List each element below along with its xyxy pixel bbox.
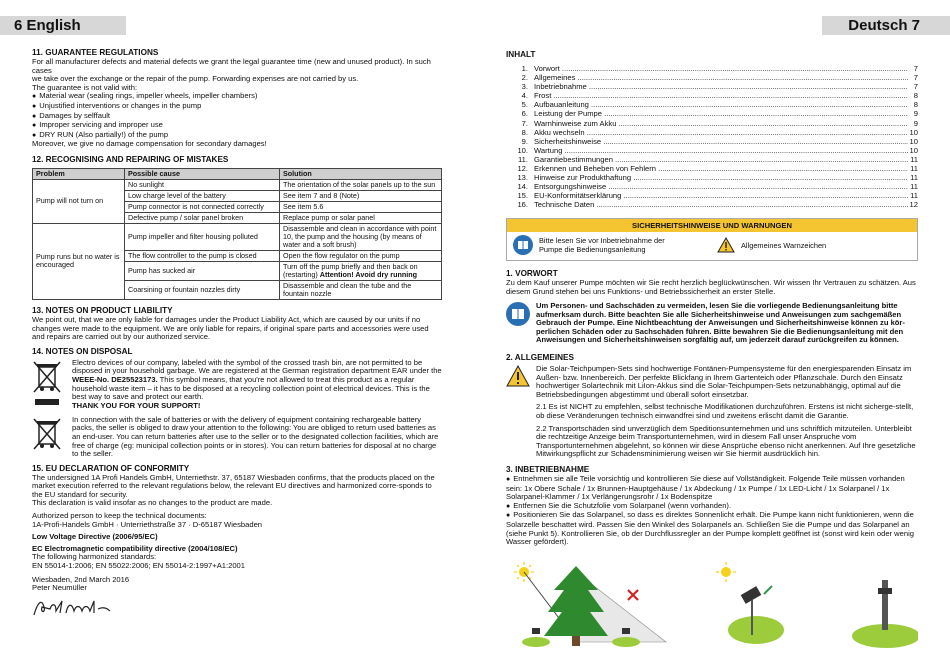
toc-row bbox=[506, 128, 918, 137]
toc-label: Leistung der Pumpe ..... bbox=[534, 109, 908, 118]
toc-number: 7. bbox=[521, 118, 528, 128]
table-cell: No sunlight bbox=[125, 179, 280, 190]
toc-number: 4. bbox=[521, 91, 528, 101]
section-heading-guarantee: 11. GUARANTEE REGULATIONS bbox=[32, 48, 159, 57]
toc-row bbox=[506, 64, 918, 73]
toc-number: 6. bbox=[521, 109, 528, 119]
allgemeines-text-3: 2.2 Transportschäden sind unverzüglich dem Speditionsunternehmen und uns schriftlich mitzuteilen. Unterbleibt die rechtzeitige Anzeige beim Transportunternehmen, wird in diesem Fall unser Anspruche vom Transportunternehmen abgelehnt, so können wir diese Ansprüche ebenso nicht anerkennen. Auf Ihre gesetzliche Mitwirkungspflicht zur Schadensminimierung weisen wir Sie hiermit ausdrücklich hin. bbox=[536, 423, 916, 459]
list-item: ● Positionieren Sie das Solarpanel, so dass es direktes Sonnenlicht erhält. Die Pumpe kann nicht funktionieren, wenn die Solarzelle beschattet wird. Passen Sie den Winkel des Solarpanels an. Schließen Sie die Pumpe und das Solarpanel an (siehe Punkt 5). Kontrollieren Sie, ob der Durchflussregler an der Pumpe komplett geöffnet ist (sonst wird kein oder wenig Wasser gefördert). bbox=[506, 511, 918, 546]
english-column bbox=[32, 48, 442, 624]
table-cell: Pump impeller and filter housing polluted bbox=[125, 223, 280, 250]
section-heading-mistakes: 12. RECOGNISING AND REPAIRING OF MISTAKES bbox=[32, 154, 229, 164]
toc-number: 14. bbox=[517, 182, 528, 192]
toc-label: Wartung ..... bbox=[534, 146, 908, 155]
toc-number: 2. bbox=[521, 73, 528, 83]
allgemeines-text-2: 2.1 Es ist NICHT zu empfehlen, selbst technische Modifikationen durchzuführen. Erstens ist nicht sicherge-stellt, ob diese Veränderungen technisch einwandfrei sind und zweitens erlischt damit die Garantie. bbox=[536, 402, 914, 421]
safety-warnings-title: SICHERHEITSHINWEISE UND WARNUNGEN bbox=[507, 219, 917, 232]
emc-directive: EC Electromagnetic compatibility directive (2004/108/EC) bbox=[32, 543, 238, 553]
table-cell: Open the flow regulator on the pump bbox=[280, 250, 442, 261]
toc-label: Allgemeines ..... bbox=[534, 73, 908, 82]
table-header: Possible cause bbox=[125, 168, 280, 179]
list-item: ● Unjustified interventions or changes in the pump bbox=[32, 102, 442, 112]
toc-row bbox=[506, 119, 918, 128]
toc-number: 1. bbox=[521, 64, 528, 73]
read-manual-icon bbox=[506, 302, 536, 345]
toc-label: Technische Daten ..... bbox=[534, 200, 908, 209]
toc-label: Sicherheitshinweise ..... bbox=[534, 137, 908, 146]
installation-illustration bbox=[506, 560, 918, 660]
table-header: Solution bbox=[280, 168, 442, 179]
table-of-contents bbox=[506, 64, 918, 210]
toc-page: 8 bbox=[913, 100, 918, 110]
section-heading-inbetriebnahme: 3. INBETRIEBNAHME bbox=[506, 465, 590, 474]
conformity-text-2: This declaration is valid insofar as no changes to the product are made. bbox=[32, 498, 273, 508]
warning-triangle-icon bbox=[506, 365, 536, 459]
toc-page: 11 bbox=[910, 191, 918, 201]
dry-run-warning: Attention! Avoid dry running bbox=[319, 269, 418, 279]
guarantee-list bbox=[32, 92, 442, 140]
table-cell: Disassemble and clean the tube and the fountain nozzle bbox=[280, 280, 442, 299]
toc-page: 10 bbox=[909, 145, 918, 155]
toc-page: 7 bbox=[913, 73, 918, 83]
table-cell: Defective pump / solar panel broken bbox=[125, 212, 280, 223]
weee-number: WEEE-No. DE25523173. bbox=[72, 374, 158, 384]
crossed-bin-icon bbox=[32, 359, 72, 412]
conformity-text-3: Authorized person to keep the technical documents: bbox=[32, 511, 207, 521]
toc-label: Akku wechseln ..... bbox=[534, 128, 908, 137]
table-cell-text: Turn off the pump briefly and then back on (restarting) bbox=[283, 261, 418, 279]
battery-bin-icon bbox=[32, 416, 72, 459]
table-cell-problem: Pump runs but no water is encouraged bbox=[33, 223, 125, 299]
list-item: ● Damages by selffault bbox=[32, 112, 442, 122]
sun-icon bbox=[716, 562, 736, 582]
standards-text: The following harmonized standards: bbox=[32, 552, 157, 562]
low-voltage-directive: Low Voltage Directive (2006/95/EC) bbox=[32, 532, 158, 542]
toc-label: Garantiebestimmungen ..... bbox=[534, 155, 908, 164]
disposal-text-c: This symbol means, that you're not allowed to treat this product as a regular household waste item – it has to be disposed at a recycling collection point of electrical devices. This is the best way to save and protect our earth. bbox=[72, 374, 430, 402]
signature-image bbox=[32, 597, 442, 624]
toc-label: Entsorgungshinweise ..... bbox=[534, 182, 908, 191]
tree-icon bbox=[544, 566, 608, 646]
toc-row bbox=[506, 155, 918, 164]
toc-row bbox=[506, 73, 918, 82]
toc-title: INHALT bbox=[506, 50, 536, 59]
table-cell: See item 7 and 8 (Note) bbox=[280, 190, 442, 201]
read-manual-text: Bitte lesen Sie vor Inbetriebnahme der Pumpe die Bedienungsanleitung bbox=[539, 236, 665, 254]
disposal-text bbox=[72, 359, 442, 402]
allgemeines-text-1: Die Solar-Teichpumpen-Sets sind hochwertige Fontänen-Pumpensysteme für den energiesparenden Einsatz im Außen- bzw. Innenbereich. Der perfekte Blickfang in Ihrem Gartenteich oder Pflanzschale. Durch den Einsatz hochwertiger Solartechnik mit LiIon-Akkus sind die Solar-Teichpumpen-Sets netzunabhängig, optimal auf die Betriebsbedingungen abgestimmt und überall sofort einsetzbar. bbox=[536, 364, 912, 399]
disposal-block-1 bbox=[32, 359, 442, 412]
page-number-right: Deutsch 7 bbox=[822, 16, 950, 35]
standards-list: EN 55014-1:2006; EN 55022:2006; EN 55014-2:1997+A1:2001 bbox=[32, 561, 246, 571]
toc-row bbox=[506, 173, 918, 182]
list-item: ● Improper servicing and improper use bbox=[32, 121, 442, 131]
list-item: ● Material wear (sealing rings, impeller wheels, impeller chambers) bbox=[32, 92, 442, 102]
guarantee-text-3: The guarantee is not valid with: bbox=[32, 82, 138, 92]
toc-row bbox=[506, 100, 918, 109]
disposal-block-2 bbox=[32, 416, 442, 459]
warning-triangle-icon bbox=[717, 237, 735, 255]
disposal-text-a: Electro devices of our company, labeled with the symbol of the crossed trash bin, are not permitted to be disposed in your household garbage. We are registered at the German registration department EAR under the bbox=[72, 357, 442, 376]
solar-panel-icon bbox=[728, 586, 784, 644]
toc-number: 9. bbox=[521, 136, 528, 146]
toc-row bbox=[506, 91, 918, 100]
toc-label: Aufbauanleitung ..... bbox=[534, 100, 908, 109]
table-cell: The flow controller to the pump is closed bbox=[125, 250, 280, 261]
table-cell: Low charge level of the battery bbox=[125, 190, 280, 201]
section-heading-disposal: 14. NOTES ON DISPOSAL bbox=[32, 346, 133, 356]
toc-page: 7 bbox=[913, 82, 918, 92]
toc-label: EU-Konformitätserklärung ..... bbox=[534, 191, 908, 200]
read-manual-icon bbox=[513, 235, 533, 257]
table-cell: Disassemble and clean in accordance with point 10, the pump and the housing (by means of water and a soft brush) bbox=[280, 223, 442, 250]
table-cell bbox=[280, 261, 442, 280]
toc-number: 11. bbox=[518, 154, 528, 164]
table-header: Problem bbox=[33, 168, 125, 179]
toc-number: 13. bbox=[517, 173, 528, 183]
table-cell: Replace pump or solar panel bbox=[280, 212, 442, 223]
table-cell: Pump has sucked air bbox=[125, 261, 280, 280]
toc-label: Frost ..... bbox=[534, 91, 908, 100]
toc-row bbox=[506, 164, 918, 173]
toc-page: 11 bbox=[910, 154, 918, 164]
section-heading-conformity: 15. EU DECLARATION OF CONFORMITY bbox=[32, 463, 190, 473]
toc-row bbox=[506, 182, 918, 191]
toc-page: 8 bbox=[913, 91, 918, 101]
vorwort-notice bbox=[506, 302, 918, 345]
toc-label: Hinweise zur Produkthaftung ..... bbox=[534, 173, 908, 182]
inbetriebnahme-list bbox=[506, 475, 918, 547]
toc-label: Warnhinweise zum Akku ..... bbox=[534, 119, 908, 128]
toc-number: 16. bbox=[517, 200, 528, 210]
toc-number: 15. bbox=[517, 191, 528, 201]
toc-page: 11 bbox=[910, 182, 918, 192]
toc-page: 12 bbox=[909, 200, 918, 210]
table-cell: See item 5.6 bbox=[280, 201, 442, 212]
toc-page: 10 bbox=[909, 127, 918, 137]
toc-page: 10 bbox=[909, 136, 918, 146]
toc-label: Erkennen und Beheben von Fehlern ..... bbox=[534, 164, 908, 173]
vorwort-text: Zu dem Kauf unserer Pumpe möchten wir Sie recht herzlich beglückwünschen. Wir wissen Ihr Vertrauen zu schätzen. Aus diesem Grund stehen bei uns Funktions- und Betriebssicherheit an erster Stelle. bbox=[506, 277, 916, 296]
toc-row bbox=[506, 200, 918, 209]
section-heading-vorwort: 1. VORWORT bbox=[506, 268, 558, 278]
toc-page: 11 bbox=[910, 173, 918, 183]
cross-mark-icon bbox=[628, 590, 638, 600]
german-column bbox=[506, 50, 918, 547]
toc-row bbox=[506, 82, 918, 91]
guarantee-text-1: For all manufacturer defects and material defects we grant the legal guarantee time (new and unused product). In such cases bbox=[32, 57, 431, 75]
battery-disposal-text: In connection with the sale of batteries or with the delivery of equipment containing rechargeable battery packs, the seller is obliged to draw your attention to the following: You are obliged to return used batteries as an end-user. You can return batteries after use to the seller or to the designated collection facilities, which are free of charge (eg: municipal collection points or in stores). You can return batteries for disposal at no charge to the seller. bbox=[72, 414, 439, 459]
toc-label: Inbetriebnahme ..... bbox=[534, 82, 908, 91]
toc-row bbox=[506, 146, 918, 155]
section-heading-liability: 13. NOTES ON PRODUCT LIABILITY bbox=[32, 305, 173, 315]
toc-page: 11 bbox=[910, 164, 918, 174]
list-item: ● Entfernen Sie die Schutzfolie vom Solarpanel (wenn vorhanden). bbox=[506, 502, 918, 512]
vorwort-bold-text: Um Personen- und Sachschäden zu vermeiden, lesen Sie die vorliegende Bedienungsanleitung bitte aufmerksam durch. Bitte beachten Sie alle Sicherheitshinweise und Anweisungen zum sachgemäßen Gebrauch der Pumpe. Eine Nichtbeachtung der Anweisungen und Sicherheitshinweise können zu kör-perlichen Schäden oder zu Sachschäden führen. Bitte bewahren Sie die Bedienungsanleitung mit den Anweisungen und Sicherheitshinweisen sorgfältig auf, um jederzeit darauf zurückgreifen zu können. bbox=[536, 301, 905, 345]
list-item: ● DRY RUN (Also partially!) of the pump bbox=[32, 131, 442, 141]
place-date: Wiesbaden, 2nd March 2016 bbox=[32, 574, 130, 584]
toc-number: 5. bbox=[521, 100, 528, 110]
toc-number: 12. bbox=[517, 164, 528, 174]
toc-row bbox=[506, 109, 918, 118]
guarantee-text-2: we take over the exchange or the repair of the pump. Forwarding expenses are not carried by us. bbox=[32, 74, 359, 84]
conformity-address: 1A-Profi-Handels GmbH · Unterriethstraße 37 · D-65187 Wiesbaden bbox=[32, 519, 263, 529]
table-cell: Coarsining or fountain nozzles dirty bbox=[125, 280, 280, 299]
list-item: ● Entnehmen sie alle Teile vorsichtig und kontrollieren Sie diese auf Vollständigkeit. Folgende Teile müssen vorhanden sein: 1x Obere Schale / 1x Brunnen-Hauptgehäuse / 1x Abdeckung / 1x Pumpe / 1x LED-Licht / 1x Solarpanel / 1x Solarpanel-Klammer / 1x Verlängerungsrohr / 1x Bodenspitze bbox=[506, 475, 918, 502]
troubleshooting-table bbox=[32, 168, 442, 300]
toc-number: 8. bbox=[521, 127, 528, 137]
general-warning-text: Allgemeines Warnzeichen bbox=[741, 240, 827, 250]
table-cell: Pump connector is not connected correctly bbox=[125, 201, 280, 212]
guarantee-text-4: Moreover, we give no damage compensation for secondary damages! bbox=[32, 139, 267, 149]
section-heading-allgemeines: 2. ALLGEMEINES bbox=[506, 353, 574, 363]
safety-warnings-box bbox=[506, 218, 918, 261]
toc-label: Vorwort ..... bbox=[534, 64, 908, 73]
fountain-pump-icon bbox=[852, 580, 918, 648]
toc-number: 10. bbox=[517, 145, 528, 155]
toc-page: 9 bbox=[913, 109, 918, 119]
toc-page: 7 bbox=[913, 64, 918, 73]
signatory-name: Peter Neumüller bbox=[32, 583, 87, 593]
conformity-text-1: The undersigned 1A Profi Handels GmbH, Unterriethstr. 37, 65187 Wiesbaden confirms, that the products placed on the market execution referred to the relevant regulations below, the relevant EU directives and harmonized corre-sponds to the EU standard for security. bbox=[32, 472, 435, 499]
table-cell: The orientation of the solar panels up to the sun bbox=[280, 179, 442, 190]
thanks-text: THANK YOU FOR YOUR SUPPORT! bbox=[72, 400, 201, 410]
toc-row bbox=[506, 191, 918, 200]
liability-text: We point out, that we are only liable for damages under the Product Liability Act, which are caused by our units if no changes were made to the equipment. We are only liable for repairs, if original spare parts and accessories were used and repairs are carried out by our authorized service. bbox=[32, 314, 429, 342]
toc-number: 3. bbox=[521, 82, 528, 92]
page-number-left: 6 English bbox=[0, 16, 126, 35]
toc-row bbox=[506, 137, 918, 146]
toc-page: 9 bbox=[913, 118, 918, 128]
table-cell-problem: Pump will not turn on bbox=[33, 179, 125, 223]
allgemeines-block bbox=[506, 365, 918, 459]
